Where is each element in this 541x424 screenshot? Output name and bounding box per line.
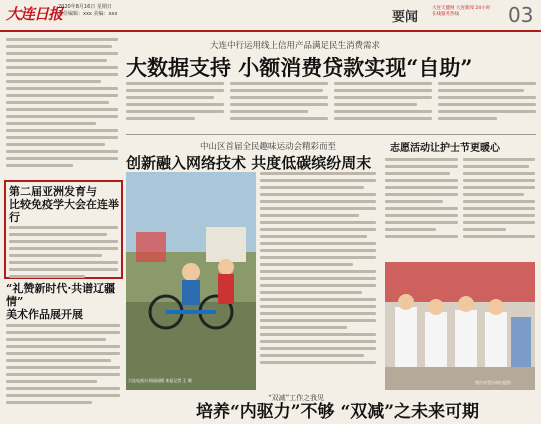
center-headline[interactable]: 创新融入网络技术 共度低碳缤纷周末 bbox=[126, 154, 372, 172]
highlighted-article-text bbox=[9, 226, 118, 288]
center-article-text bbox=[260, 172, 376, 390]
date-line bbox=[58, 4, 117, 18]
left-article-text bbox=[6, 38, 118, 178]
lead-article-text bbox=[126, 82, 536, 132]
art-exhibition-headline-line2: 美术作品展开展 bbox=[6, 308, 83, 321]
section-title: 要闻 bbox=[392, 10, 419, 25]
art-exhibition-article bbox=[6, 282, 120, 424]
newspaper-logo: 大连日报 bbox=[6, 5, 63, 23]
section-divider bbox=[126, 134, 536, 135]
right-headline[interactable]: 志愿活动让护士节更暖心 bbox=[390, 143, 500, 154]
page-number: 03 bbox=[508, 3, 534, 27]
editor-text: 责任编辑：xxx 美编：xxx bbox=[58, 11, 118, 17]
right-photo-caption: 图片由受访单位提供 bbox=[475, 380, 511, 385]
lead-headline[interactable]: 大数据支持 小额消费贷款实现“自助” bbox=[126, 55, 473, 80]
photo-caption: 大连电视台刘园园摄 本报记者 王 摄 bbox=[128, 378, 192, 383]
date-text: 2020年8月16日 星期日 bbox=[58, 4, 112, 10]
highlighted-article-box[interactable] bbox=[4, 180, 123, 279]
right-article-text bbox=[385, 158, 535, 258]
footer-kicker: “双减”工作之我见 bbox=[268, 394, 325, 402]
footer-headline[interactable]: 培养“内驱力”不够 “双减”之未来可期 bbox=[196, 402, 480, 422]
center-kicker: 中山区首届全民趣味运动会精彩而至 bbox=[200, 142, 337, 152]
art-exhibition-headline-line1: “礼赞新时代·共谱辽疆情” bbox=[6, 282, 116, 308]
nurses-photo bbox=[385, 262, 535, 390]
highlighted-headline-line2: 比较免疫学大会在连举行 bbox=[9, 198, 119, 224]
highlighted-headline-line1: 第二届亚洲发育与 bbox=[9, 185, 97, 198]
lead-kicker: 大连中行运用线上信用产品满足民生消费需求 bbox=[210, 41, 381, 51]
sports-event-photo bbox=[126, 172, 256, 390]
editorial-box: 大连天健网 大连新闻 24小时在线服务热线 bbox=[432, 6, 491, 17]
art-exhibition-text bbox=[6, 324, 120, 424]
